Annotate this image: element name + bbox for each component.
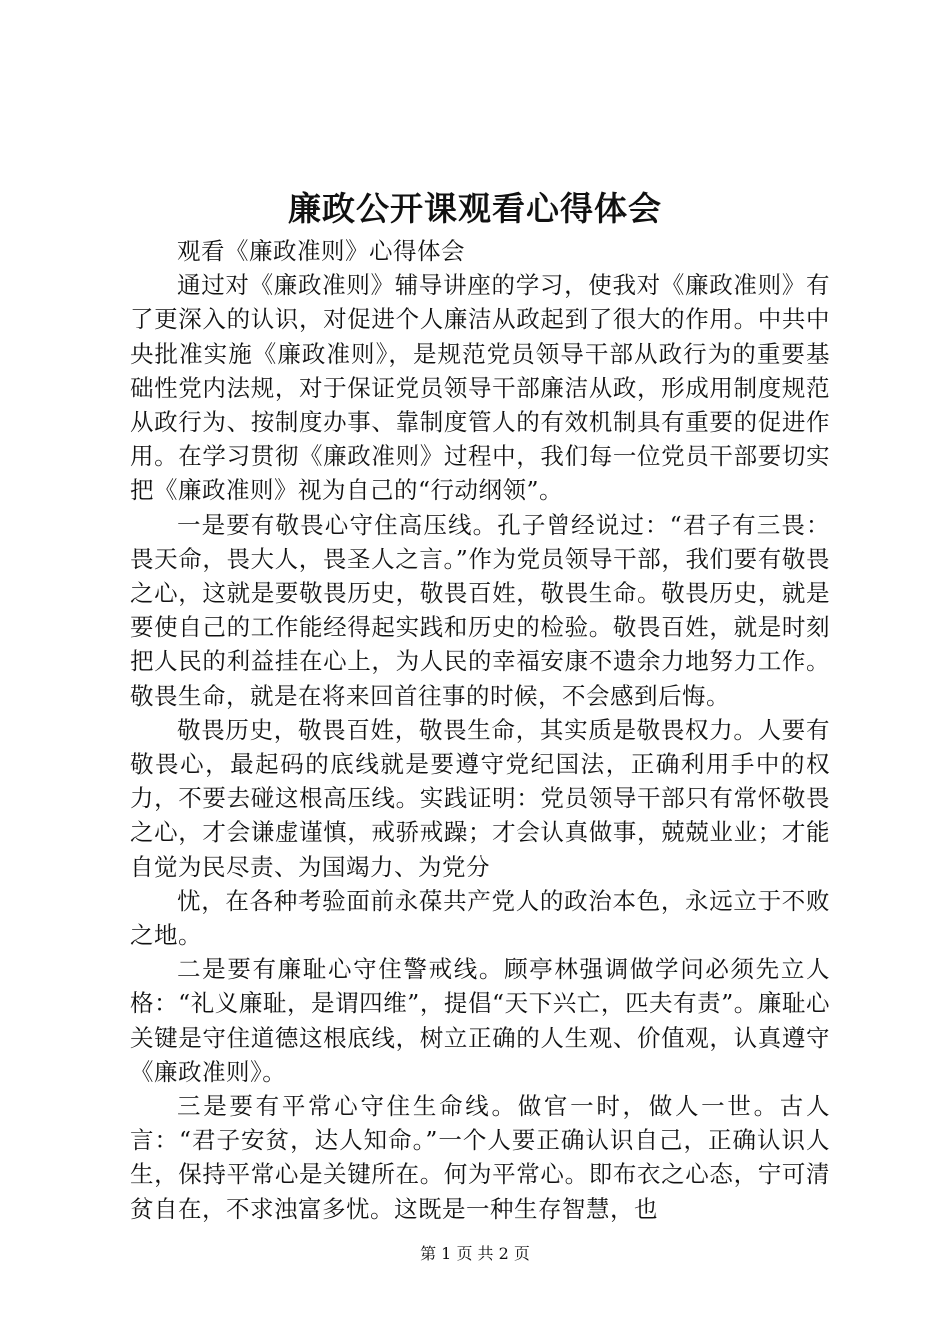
document-title: 廉政公开课观看心得体会 [288, 189, 662, 228]
paragraph-point-three: 三是要有平常心守住生命线。做官一时，做人一世。古人言：“君子安贫，达人知命。”一个人要正确认识自己，正确认识人生，保持平常心是关键所在。何为平常心。即布衣之心态，宁可清贫自在，不求浊富多忧。这既是一种生存智慧，也 [130, 1092, 830, 1223]
paragraph-intro: 通过对《廉政准则》辅导讲座的学习，使我对《廉政准则》有了更深入的认识，对促进个人廉洁从政起到了很大的作用。中共中央批准实施《廉政准则》，是规范党员领导干部从政行为的重要基础性党内法规，对于保证党员领导干部廉洁从政，形成用制度规范从政行为、按制度办事、靠制度管人的有效机制具有重要的促进作用。在学习贯彻《廉政准则》过程中，我们每一位党员干部要切实把《廉政准则》视为自己的“行动纲领”。 [130, 271, 830, 505]
paragraph-point-one: 一是要有敬畏心守住高压线。孔子曾经说过：“君子有三畏：畏天命，畏大人，畏圣人之言。”作为党员领导干部，我们要有敬畏之心，这就是要敬畏历史，敬畏百姓，敬畏生命。敬畏历史，就是要使自己的工作能经得起实践和历史的检验。敬畏百姓，就是时刻把人民的利益挂在心上，为人民的幸福安康不遗余力地努力工作。敬畏生命，就是在将来回首往事的时候，不会感到后悔。 [130, 510, 830, 710]
paragraph-point-two: 二是要有廉耻心守住警戒线。顾亭林强调做学问必须先立人格：“礼义廉耻，是谓四维”，提倡“天下兴亡，匹夫有责”。廉耻心关键是守住道德这根底线，树立正确的人生观、价值观，认真遵守《廉政准则》。 [130, 955, 830, 1086]
paragraph-continuation: 忧，在各种考验面前永葆共产党人的政治本色，永远立于不败之地。 [130, 886, 830, 950]
page-number-footer: 第 1 页 共 2 页 [420, 1244, 530, 1263]
paragraph-subtitle: 观看《廉政准则》心得体会 [177, 237, 465, 265]
paragraph-power: 敬畏历史，敬畏百姓，敬畏生命，其实质是敬畏权力。人要有敬畏心，最起码的底线就是要遵守党纪国法，正确利用手中的权力，不要去碰这根高压线。实践证明：党员领导干部只有常怀敬畏之心，才会谦虚谨慎，戒骄戒躁；才会认真做事，兢兢业业；才能自觉为民尽责、为国竭力、为党分 [130, 715, 830, 881]
document-body [130, 234, 830, 1226]
